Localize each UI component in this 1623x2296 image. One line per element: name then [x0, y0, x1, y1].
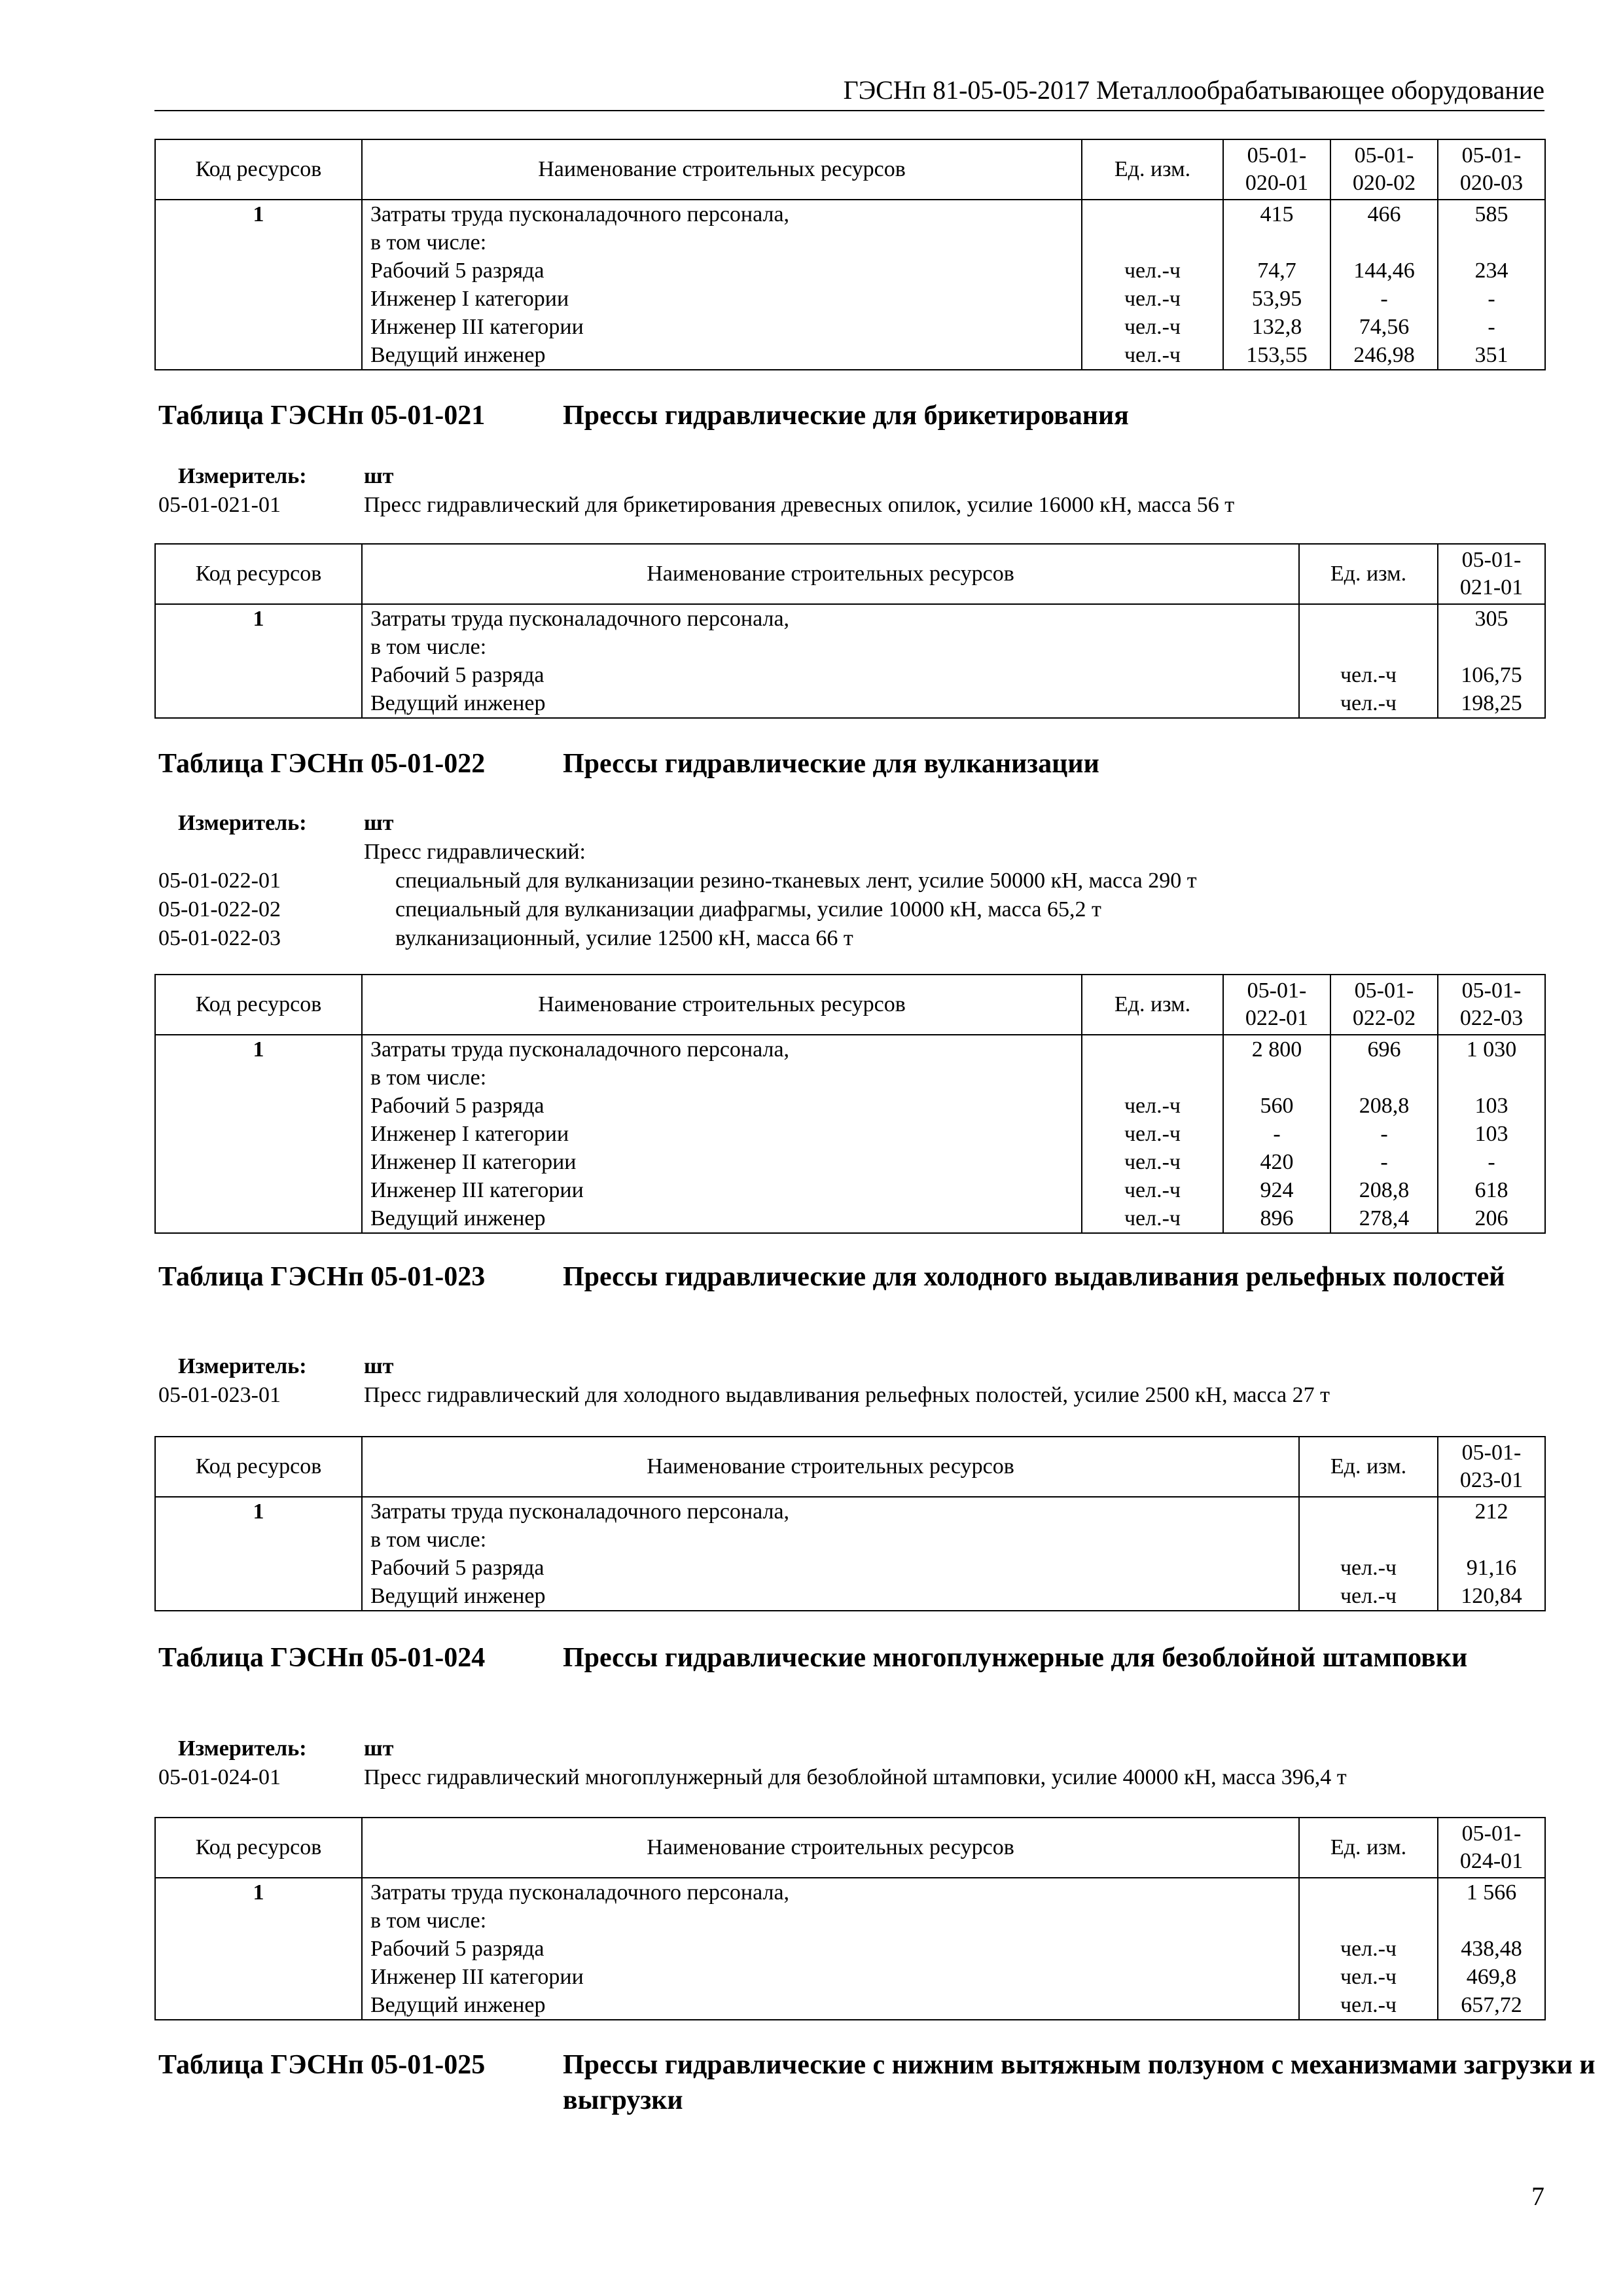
table-row: [155, 1526, 1545, 1554]
table-row: [155, 1120, 1545, 1148]
cell-name: Инженер III категории: [362, 1963, 1299, 1991]
meter-unit: шт: [364, 1736, 394, 1761]
cell-value: 153,55: [1223, 341, 1330, 370]
cell-value: -: [1438, 313, 1545, 341]
cell-unit: чел.-ч: [1082, 341, 1223, 370]
cell-name: Рабочий 5 разряда: [362, 1935, 1299, 1963]
cell-value: 420: [1223, 1148, 1330, 1176]
cell-value: 1 030: [1438, 1035, 1545, 1064]
table-row: [155, 341, 1545, 370]
table-row: [155, 1035, 1545, 1064]
table-row: [155, 633, 1545, 661]
cell-value: 208,8: [1330, 1092, 1438, 1120]
resource-table-021: [154, 543, 1546, 719]
cell-code: [155, 1148, 362, 1176]
cell-code: 1: [155, 1035, 362, 1064]
cell-unit: чел.-ч: [1082, 285, 1223, 313]
item-desc: специальный для вулканизации диафрагмы, усилие 10000 кН, масса 65,2 т: [395, 897, 1101, 922]
cell-code: [155, 1963, 362, 1991]
table-row: [155, 1991, 1545, 2020]
cell-value: 618: [1438, 1176, 1545, 1204]
cell-value: 74,56: [1330, 313, 1438, 341]
resource-table-023: [154, 1436, 1546, 1611]
table-header-row: [155, 139, 1545, 200]
cell-name: Рабочий 5 разряда: [362, 1554, 1299, 1582]
cell-code: [155, 633, 362, 661]
cell-unit: чел.-ч: [1082, 1204, 1223, 1233]
meter-label: Измеритель:: [178, 1736, 307, 1761]
cell-code: [155, 1582, 362, 1611]
cell-unit: [1082, 1035, 1223, 1064]
cell-name: в том числе:: [362, 633, 1299, 661]
cell-value: 585: [1438, 200, 1545, 228]
cell-value: 206: [1438, 1204, 1545, 1233]
cell-value: [1438, 1907, 1545, 1935]
cell-value: -: [1330, 1120, 1438, 1148]
table-row: [155, 1148, 1545, 1176]
cell-value: 198,25: [1438, 689, 1545, 718]
table-name: Прессы гидравлические для холодного выдавливания рельефных полостей: [563, 1262, 1505, 1292]
item-desc: вулканизационный, усилие 12500 кН, масса 66 т: [395, 926, 853, 950]
table-row: [155, 1176, 1545, 1204]
cell-value: 103: [1438, 1120, 1545, 1148]
cell-unit: чел.-ч: [1299, 689, 1438, 718]
header-name: Наименование строительных ресурсов: [362, 1818, 1299, 1878]
header-code: Код ресурсов: [155, 139, 362, 200]
cell-value: -: [1330, 1148, 1438, 1176]
cell-value: 657,72: [1438, 1991, 1545, 2020]
cell-unit: чел.-ч: [1082, 257, 1223, 285]
item-code: 05-01-022-03: [158, 926, 281, 950]
header-name: Наименование строительных ресурсов: [362, 1437, 1299, 1497]
cell-value: 234: [1438, 257, 1545, 285]
cell-value: 212: [1438, 1497, 1545, 1526]
cell-code: [155, 1554, 362, 1582]
cell-code: [155, 1935, 362, 1963]
cell-value: 91,16: [1438, 1554, 1545, 1582]
item-desc: Пресс гидравлический многоплунжерный для безоблойной штамповки, усилие 40000 кН, масса 396,4 т: [364, 1765, 1347, 1789]
cell-code: [155, 1526, 362, 1554]
header-column-code: 05-01- 024-01: [1438, 1818, 1545, 1878]
cell-code: [155, 1176, 362, 1204]
cell-value: [1438, 1526, 1545, 1554]
table-row: [155, 1935, 1545, 1963]
cell-value: 278,4: [1330, 1204, 1438, 1233]
item-desc: специальный для вулканизации резино-тканевых лент, усилие 50000 кН, масса 290 т: [395, 869, 1197, 893]
cell-name: Затраты труда пусконаладочного персонала,: [362, 200, 1082, 228]
cell-value: 106,75: [1438, 661, 1545, 689]
item-code: 05-01-022-01: [158, 869, 281, 893]
header-column-code: 05-01- 020-02: [1330, 139, 1438, 200]
meter-unit: шт: [364, 1354, 394, 1378]
cell-value: 305: [1438, 604, 1545, 633]
table-row: [155, 257, 1545, 285]
table-row: [155, 1064, 1545, 1092]
cell-unit: чел.-ч: [1299, 1935, 1438, 1963]
cell-code: [155, 1120, 362, 1148]
cell-value: [1223, 1064, 1330, 1092]
cell-value: 469,8: [1438, 1963, 1545, 1991]
table-row: [155, 1092, 1545, 1120]
cell-code: [155, 228, 362, 257]
cell-value: [1330, 1064, 1438, 1092]
cell-unit: [1082, 200, 1223, 228]
header-column-code: 05-01- 020-01: [1223, 139, 1330, 200]
table-name: Прессы гидравлические с нижним вытяжным ползуном с механизмами загрузки и выгрузки: [563, 2050, 1596, 2115]
table-number: Таблица ГЭСНп 05-01-023: [158, 1262, 486, 1292]
cell-name: Ведущий инженер: [362, 1582, 1299, 1611]
cell-unit: [1299, 633, 1438, 661]
cell-name: Инженер I категории: [362, 1120, 1082, 1148]
cell-code: [155, 257, 362, 285]
cell-code: 1: [155, 200, 362, 228]
item-code: 05-01-022-02: [158, 897, 281, 922]
cell-name: Затраты труда пусконаладочного персонала,: [362, 1035, 1082, 1064]
table-name: Прессы гидравлические многоплунжерные для безоблойной штамповки: [563, 1643, 1468, 1673]
cell-value: 120,84: [1438, 1582, 1545, 1611]
header-name: Наименование строительных ресурсов: [362, 139, 1082, 200]
cell-value: 208,8: [1330, 1176, 1438, 1204]
cell-name: Инженер III категории: [362, 313, 1082, 341]
cell-value: 246,98: [1330, 341, 1438, 370]
table-name: Прессы гидравлические для брикетирования: [563, 401, 1129, 431]
table-row: [155, 1497, 1545, 1526]
header-unit: Ед. изм.: [1299, 1818, 1438, 1878]
table-row: [155, 228, 1545, 257]
cell-value: 74,7: [1223, 257, 1330, 285]
header-column-code: 05-01- 022-01: [1223, 975, 1330, 1035]
cell-value: -: [1438, 285, 1545, 313]
cell-unit: чел.-ч: [1082, 1092, 1223, 1120]
cell-code: [155, 1907, 362, 1935]
header-code: Код ресурсов: [155, 975, 362, 1035]
resource-table-022: [154, 974, 1546, 1234]
cell-unit: чел.-ч: [1082, 1148, 1223, 1176]
cell-code: [155, 1991, 362, 2020]
cell-unit: [1299, 1907, 1438, 1935]
cell-value: [1438, 633, 1545, 661]
cell-value: 415: [1223, 200, 1330, 228]
cell-name: Инженер I категории: [362, 285, 1082, 313]
table-header-row: [155, 975, 1545, 1035]
table-header-row: [155, 544, 1545, 604]
cell-name: Ведущий инженер: [362, 341, 1082, 370]
item-code: 05-01-024-01: [158, 1765, 281, 1789]
header-code: Код ресурсов: [155, 544, 362, 604]
cell-unit: чел.-ч: [1299, 1554, 1438, 1582]
item-desc: Пресс гидравлический для холодного выдавливания рельефных полостей, усилие 2500 кН, масса 27 т: [364, 1383, 1330, 1407]
cell-name: Затраты труда пусконаладочного персонала,: [362, 1497, 1299, 1526]
table-row: [155, 1554, 1545, 1582]
table-row: [155, 1582, 1545, 1611]
meter-label: Измеритель:: [178, 1354, 307, 1378]
cell-code: 1: [155, 1497, 362, 1526]
cell-name: в том числе:: [362, 1064, 1082, 1092]
cell-value: 438,48: [1438, 1935, 1545, 1963]
item-code: 05-01-021-01: [158, 493, 281, 517]
item-desc: Пресс гидравлический для брикетирования древесных опилок, усилие 16000 кН, масса 56 т: [364, 493, 1235, 517]
header-column-code: 05-01- 022-02: [1330, 975, 1438, 1035]
header-unit: Ед. изм.: [1299, 1437, 1438, 1497]
header-name: Наименование строительных ресурсов: [362, 544, 1299, 604]
cell-unit: чел.-ч: [1299, 661, 1438, 689]
cell-name: Ведущий инженер: [362, 1204, 1082, 1233]
cell-value: 466: [1330, 200, 1438, 228]
cell-code: 1: [155, 604, 362, 633]
cell-code: [155, 1064, 362, 1092]
table-header-row: [155, 1437, 1545, 1497]
cell-value: -: [1438, 1148, 1545, 1176]
cell-value: 351: [1438, 341, 1545, 370]
table-name: Прессы гидравлические для вулканизации: [563, 749, 1099, 779]
table-row: [155, 285, 1545, 313]
header-unit: Ед. изм.: [1082, 975, 1223, 1035]
cell-code: [155, 341, 362, 370]
cell-unit: [1082, 228, 1223, 257]
cell-value: -: [1223, 1120, 1330, 1148]
cell-unit: [1299, 1497, 1438, 1526]
header-column-code: 05-01- 023-01: [1438, 1437, 1545, 1497]
cell-name: Рабочий 5 разряда: [362, 257, 1082, 285]
header-code: Код ресурсов: [155, 1818, 362, 1878]
item-intro-text: Пресс гидравлический:: [364, 840, 586, 864]
cell-unit: чел.-ч: [1082, 1120, 1223, 1148]
cell-code: [155, 689, 362, 718]
cell-unit: [1299, 1878, 1438, 1907]
cell-value: 924: [1223, 1176, 1330, 1204]
meter-unit: шт: [364, 464, 394, 488]
table-row: [155, 604, 1545, 633]
table-row: [155, 200, 1545, 228]
header-unit: Ед. изм.: [1299, 544, 1438, 604]
cell-name: Рабочий 5 разряда: [362, 1092, 1082, 1120]
cell-name: Затраты труда пусконаладочного персонала,: [362, 1878, 1299, 1907]
cell-name: в том числе:: [362, 1526, 1299, 1554]
table-header-row: [155, 1818, 1545, 1878]
page-header: ГЭСНп 81-05-05-2017 Металлообрабатывающее оборудование: [154, 71, 1544, 111]
table-number: Таблица ГЭСНп 05-01-021: [158, 401, 486, 431]
cell-code: 1: [155, 1878, 362, 1907]
cell-value: 896: [1223, 1204, 1330, 1233]
table-number: Таблица ГЭСНп 05-01-022: [158, 749, 486, 779]
cell-unit: чел.-ч: [1299, 1963, 1438, 1991]
cell-name: в том числе:: [362, 228, 1082, 257]
table-row: [155, 1907, 1545, 1935]
cell-name: Рабочий 5 разряда: [362, 661, 1299, 689]
page-number: 7: [1531, 2181, 1544, 2211]
resource-table-024: [154, 1817, 1546, 2020]
cell-code: [155, 285, 362, 313]
cell-name: Ведущий инженер: [362, 1991, 1299, 2020]
cell-value: 696: [1330, 1035, 1438, 1064]
cell-value: -: [1330, 285, 1438, 313]
item-code: 05-01-023-01: [158, 1383, 281, 1407]
cell-code: [155, 661, 362, 689]
cell-name: Инженер III категории: [362, 1176, 1082, 1204]
cell-value: [1223, 228, 1330, 257]
cell-code: [155, 1204, 362, 1233]
cell-name: Ведущий инженер: [362, 689, 1299, 718]
table-row: [155, 661, 1545, 689]
cell-unit: [1299, 604, 1438, 633]
table-number: Таблица ГЭСНп 05-01-024: [158, 1643, 486, 1673]
cell-value: 144,46: [1330, 257, 1438, 285]
meter-unit: шт: [364, 811, 394, 835]
cell-value: [1438, 228, 1545, 257]
cell-name: в том числе:: [362, 1907, 1299, 1935]
cell-unit: [1082, 1064, 1223, 1092]
cell-value: 103: [1438, 1092, 1545, 1120]
table-row: [155, 1878, 1545, 1907]
cell-unit: чел.-ч: [1082, 1176, 1223, 1204]
table-row: [155, 1963, 1545, 1991]
header-column-code: 05-01- 020-03: [1438, 139, 1545, 200]
meter-label: Измеритель:: [178, 811, 307, 835]
header-unit: Ед. изм.: [1082, 139, 1223, 200]
header-column-code: 05-01- 022-03: [1438, 975, 1545, 1035]
header-code: Код ресурсов: [155, 1437, 362, 1497]
meter-label: Измеритель:: [178, 464, 307, 488]
cell-unit: чел.-ч: [1299, 1582, 1438, 1611]
table-row: [155, 1204, 1545, 1233]
table-number: Таблица ГЭСНп 05-01-025: [158, 2050, 486, 2080]
resource-table-020: [154, 139, 1546, 370]
cell-value: 2 800: [1223, 1035, 1330, 1064]
cell-value: 1 566: [1438, 1878, 1545, 1907]
cell-value: [1438, 1064, 1545, 1092]
cell-name: Инженер II категории: [362, 1148, 1082, 1176]
header-name: Наименование строительных ресурсов: [362, 975, 1082, 1035]
header-column-code: 05-01- 021-01: [1438, 544, 1545, 604]
cell-name: Затраты труда пусконаладочного персонала,: [362, 604, 1299, 633]
cell-value: [1330, 228, 1438, 257]
cell-unit: чел.-ч: [1082, 313, 1223, 341]
cell-code: [155, 313, 362, 341]
cell-value: 53,95: [1223, 285, 1330, 313]
cell-value: 132,8: [1223, 313, 1330, 341]
cell-unit: чел.-ч: [1299, 1991, 1438, 2020]
table-row: [155, 313, 1545, 341]
cell-code: [155, 1092, 362, 1120]
cell-unit: [1299, 1526, 1438, 1554]
table-row: [155, 689, 1545, 718]
cell-value: 560: [1223, 1092, 1330, 1120]
